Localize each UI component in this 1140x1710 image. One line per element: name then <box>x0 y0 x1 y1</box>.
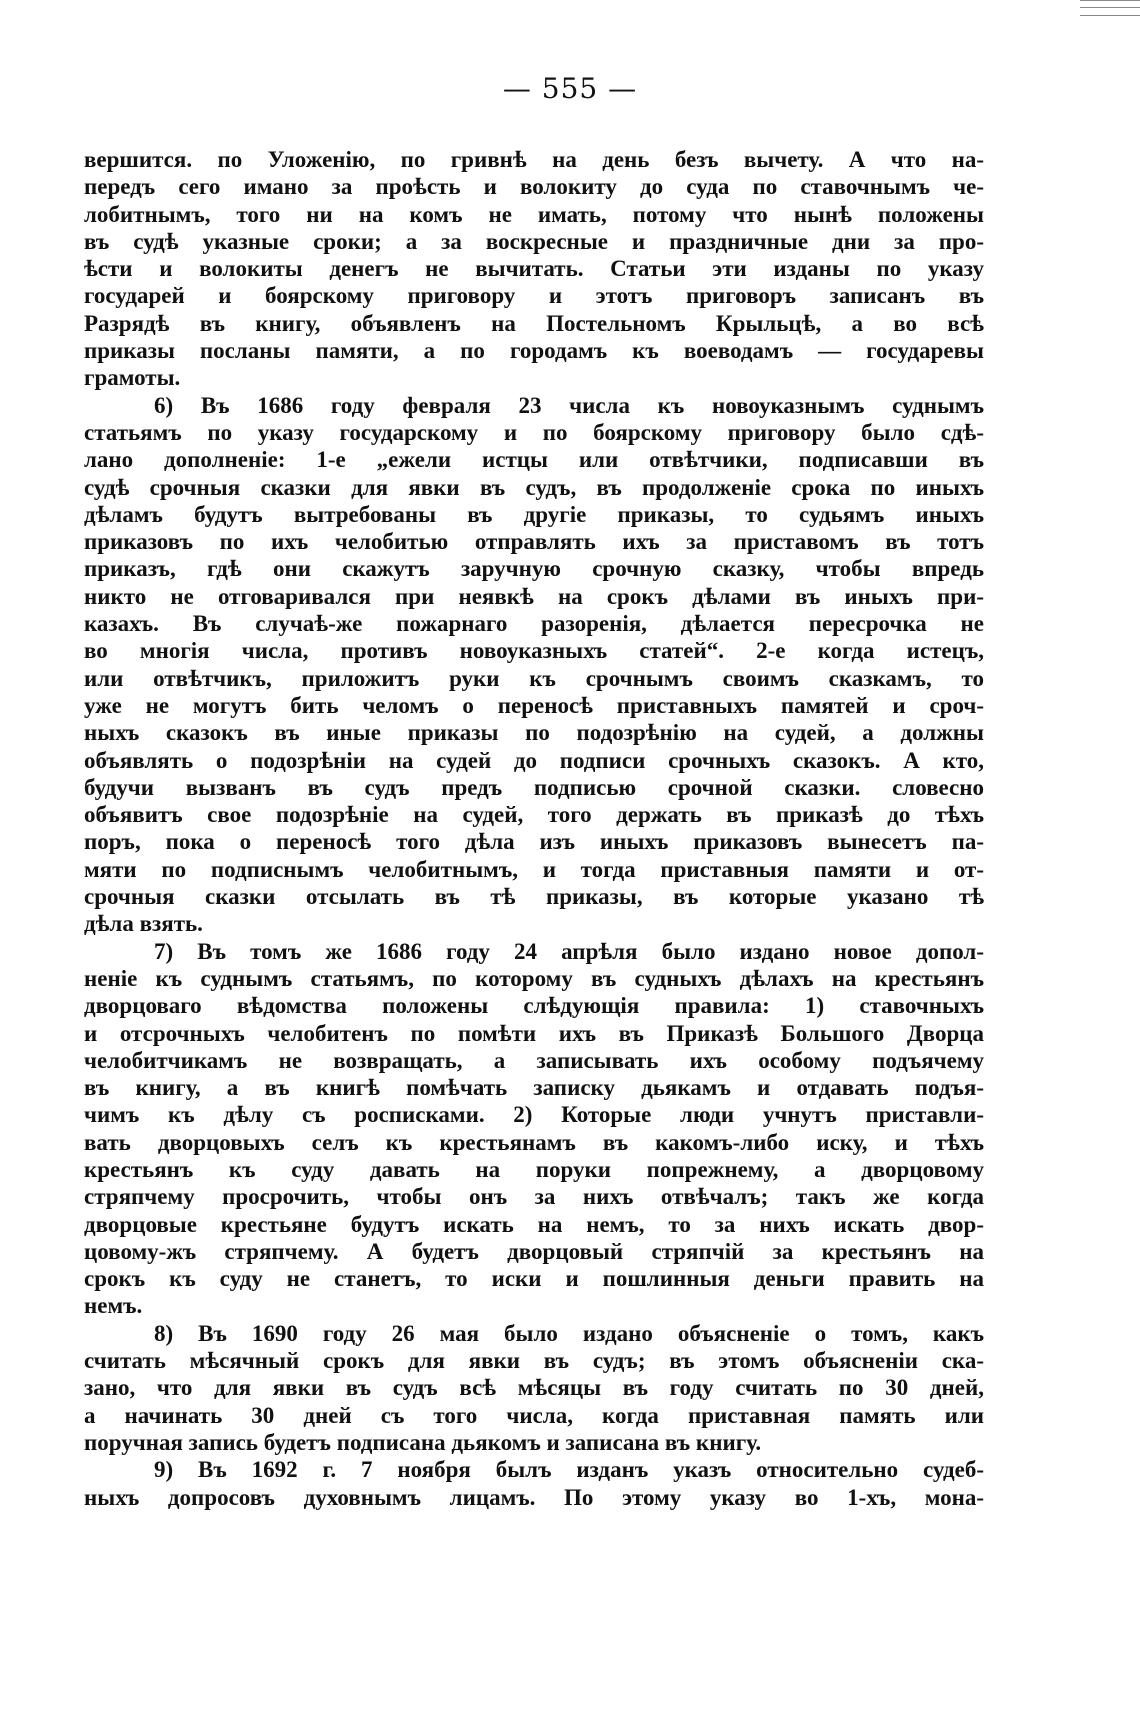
text-line: цовому-жъ стряпчему. А будетъ дворцовый стряпчій за крестьянъ на <box>84 1238 984 1264</box>
text-line: челобитчикамъ не возвращать, а записывать ихъ особому подъячему <box>84 1047 984 1073</box>
body-text <box>84 146 984 1511</box>
text-line: чимъ къ дѣлу съ росписками. 2) Которые люди учнутъ приставли- <box>84 1102 984 1128</box>
text-line: ныхъ допросовъ духовнымъ лицамъ. По этому указу во 1-хъ, мона- <box>84 1484 984 1510</box>
page-number: — 555 — <box>502 72 638 105</box>
text-line: 6) Въ 1686 году февраля 23 числа къ новоуказнымъ суднымъ <box>154 392 984 418</box>
text-line: приказовъ по ихъ челобитью отправлять ихъ за приставомъ въ тотъ <box>84 529 984 555</box>
text-line: во многія числа, противъ новоуказныхъ статей“. 2-е когда истецъ, <box>84 638 984 664</box>
text-line: немъ. <box>84 1293 143 1319</box>
text-line: поръ, пока о переносѣ того дѣла изъ иныхъ приказовъ вынесетъ па- <box>84 829 984 855</box>
paragraph <box>84 938 984 1320</box>
paragraph <box>84 1320 984 1456</box>
paragraph <box>84 392 984 938</box>
text-line: ѣсти и волокиты денегъ не вычитать. Статьи эти изданы по указу <box>84 256 984 282</box>
text-line: объявитъ свое подозрѣніе на судей, того держать въ приказѣ до тѣхъ <box>84 802 984 828</box>
text-line: передъ сего имано за проѣсть и волокиту до суда по ставочнымъ че- <box>84 174 984 200</box>
text-line: 9) Въ 1692 г. 7 ноября былъ изданъ указъ относительно судеб- <box>154 1457 984 1483</box>
text-line: считать мѣсячный срокъ для явки въ судъ; въ этомъ объясненіи ска- <box>84 1348 984 1374</box>
text-line: уже не могутъ бить челомъ о переносѣ приставныхъ памятей и сроч- <box>84 692 984 718</box>
text-line: лобитнымъ, того ни на комъ не имать, потому что нынѣ положены <box>84 201 984 227</box>
text-line: мяти по подписнымъ челобитнымъ, и тогда приставныя памяти и от- <box>84 856 984 882</box>
text-line: въ судѣ указные сроки; а за воскресные и праздничные дни за про- <box>84 228 984 254</box>
text-line: зано, что для явки въ судъ всѣ мѣсяцы въ году считать по 30 дней, <box>84 1375 984 1401</box>
paragraph <box>84 146 984 392</box>
text-line: неніе къ суднымъ статьямъ, по которому въ судныхъ дѣлахъ на крестьянъ <box>84 965 984 991</box>
text-line: срокъ къ суду не станетъ, то иски и пошлинныя деньги править на <box>84 1266 984 1292</box>
text-line: статьямъ по указу государскому и по боярскому приговору было сдѣ- <box>84 419 984 445</box>
text-line: вершится. по Уложенію, по гривнѣ на день безъ вычету. А что на- <box>84 147 984 172</box>
text-line: ныхъ сказокъ въ иные приказы по подозрѣнію на судей, а должны <box>84 720 984 746</box>
text-line: приказы посланы памяти, а по городамъ къ воеводамъ — государевы <box>84 338 984 364</box>
text-line: срочныя сказки отсылать въ тѣ приказы, въ которые указано тѣ <box>84 884 984 910</box>
text-line: 8) Въ 1690 году 26 мая было издано объясненіе о томъ, какъ <box>154 1320 984 1346</box>
text-line: въ книгу, а въ книгѣ помѣчать записку дьякамъ и отдавать подъя- <box>84 1075 984 1101</box>
text-line: вать дворцовыхъ селъ къ крестьянамъ въ какомъ-либо иску, и тѣхъ <box>84 1129 984 1155</box>
text-line: стряпчему просрочить, чтобы онъ за нихъ отвѣчалъ; такъ же когда <box>84 1184 984 1210</box>
text-line: государей и боярскому приговору и этотъ приговоръ записанъ въ <box>84 283 984 309</box>
text-line: Разрядѣ въ книгу, объявленъ на Постельномъ Крыльцѣ, а во всѣ <box>84 310 984 336</box>
text-line: крестьянъ къ суду давать на поруки попрежнему, а дворцовому <box>84 1156 984 1182</box>
text-line: будучи вызванъ въ судъ предъ подписью срочной сказки. словесно <box>84 774 984 800</box>
text-line: поручная запись будетъ подписана дьякомъ и записана въ книгу. <box>84 1429 762 1455</box>
text-line: объявлять о подозрѣніи на судей до подписи срочныхъ сказокъ. А кто, <box>84 747 984 773</box>
paragraph <box>84 1456 984 1511</box>
text-line: судѣ срочныя сказки для явки въ судъ, въ продолженіе срока по иныхъ <box>84 474 984 500</box>
scan-edge-mark <box>1080 0 1140 16</box>
text-line: дѣла взять. <box>84 911 203 937</box>
text-line: или отвѣтчикъ, приложитъ руки къ срочнымъ своимъ сказкамъ, то <box>84 665 984 691</box>
text-line: дворцовые крестьяне будутъ искать на немъ, то за нихъ искать двор- <box>84 1211 984 1237</box>
text-line: 7) Въ томъ же 1686 году 24 апрѣля было издано новое допол- <box>154 938 984 964</box>
text-line: грамоты. <box>84 365 181 391</box>
text-line: лано дополненіе: 1-е „ежели истцы или отвѣтчики, подписавши въ <box>84 447 984 473</box>
text-line: дворцоваго вѣдомства положены слѣдующія правила: 1) ставочныхъ <box>84 993 984 1019</box>
text-line: приказъ, гдѣ они скажутъ заручную срочную сказку, чтобы впредь <box>84 556 984 582</box>
text-line: казахъ. Въ случаѣ-же пожарнаго разоренія, дѣлается пересрочка не <box>84 611 984 637</box>
text-line: дѣламъ будутъ вытребованы въ другіе приказы, то судьямъ иныхъ <box>84 501 984 527</box>
text-line: и отсрочныхъ челобитенъ по помѣти ихъ въ Приказѣ Большого Дворца <box>84 1020 984 1046</box>
text-line: а начинать 30 дней съ того числа, когда приставная память или <box>84 1402 984 1428</box>
text-line: никто не отговаривался при неявкѣ на срокъ дѣлами въ иныхъ при- <box>84 583 984 609</box>
